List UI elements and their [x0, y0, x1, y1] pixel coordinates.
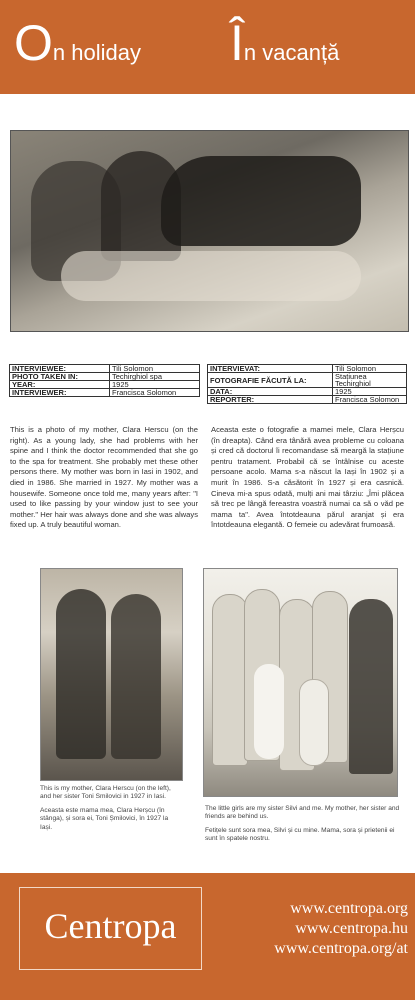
- photo-figure: [161, 156, 361, 246]
- caption-group: [205, 805, 400, 849]
- photo-figure: [254, 664, 284, 759]
- caption-english: The little girls are my sister Silvi and me. My mother, her sister and friends are behind us.: [205, 805, 400, 821]
- info-label: FOTOGRAFIE FĂCUTĂ LA:: [208, 373, 333, 388]
- photo-figure: [56, 589, 106, 759]
- info-row: [208, 396, 407, 404]
- title-romanian: [230, 15, 340, 71]
- footer-banner: [0, 873, 415, 1000]
- story-text-romanian: Aceasta este o fotografie a mamei mele, Clara Herșcu (în dreapta). Când era tânără avea probleme cu coloana și cred că doctorul îi recomandase să meargă la stațiune pentru tratament. Probabil că se întâlnise cu aceste persoane acolo. Mama s-a născut la Iași în 1902 și a murit în 1986. S-a căsătorit în 1927 și era casnică. Cineva mi-a spus odată, mulți ani mai târziu: „Îmi plăcea să trec pe lângă fereastra voastră numai ca să o văd pe mama ta". Avea întotdeauna părul aranjat și era întotdeauna elegantă. O femeie cu adevărat frumoasă.: [211, 425, 404, 530]
- logo-text: Centropa: [44, 906, 177, 946]
- sisters-photo: [40, 568, 183, 781]
- title-english-initial: O: [14, 15, 53, 71]
- title-romanian-initial: Î: [230, 15, 244, 71]
- info-value: Francisca Solomon: [333, 396, 407, 404]
- info-value: Stațiunea Techirghiol: [333, 373, 407, 388]
- info-value: Techirghiol spa: [110, 373, 200, 381]
- url-link[interactable]: www.centropa.org/at: [274, 940, 408, 957]
- caption-romanian: Aceasta este mama mea, Clara Herșcu (în stânga), și sora ei, Toni Șmilovici, în 1927 la Iași.: [40, 806, 169, 831]
- info-row: [208, 373, 407, 388]
- info-row: [10, 389, 200, 397]
- url-link[interactable]: www.centropa.hu: [295, 920, 408, 937]
- url-link[interactable]: www.centropa.org: [290, 900, 408, 917]
- photo-figure: [299, 679, 329, 766]
- photo-figure: [61, 251, 361, 301]
- title-romanian-rest: n vacanță: [243, 40, 340, 65]
- info-value: Tili Solomon: [110, 365, 200, 373]
- info-label: REPORTER:: [208, 396, 333, 404]
- beach-photo: [10, 130, 409, 332]
- url-list: [240, 899, 408, 959]
- info-value: Francisca Solomon: [110, 389, 200, 397]
- info-row: [10, 373, 200, 381]
- header-banner: [0, 0, 415, 94]
- photo-figure: [212, 594, 248, 766]
- info-row: [208, 365, 407, 373]
- photo-figure: [349, 599, 393, 774]
- info-table-romanian: [207, 364, 407, 404]
- info-label: INTERVIEVAT:: [208, 365, 333, 373]
- info-table-english: [9, 364, 200, 397]
- photo-figure: [111, 594, 161, 759]
- caption-sisters: [40, 785, 180, 837]
- info-label: INTERVIEWEE:: [10, 365, 110, 373]
- info-value: 1925: [333, 388, 407, 396]
- caption-english: This is my mother, Clara Herscu (on the left), and her sister Toni Smilovici in 1927 in Iasi.: [40, 785, 171, 801]
- centropa-logo[interactable]: [19, 887, 202, 970]
- caption-romanian: Fetițele sunt sora mea, Silvi și cu mine. Mama, sora și prietenii ei sunt în spatele nostru.: [205, 826, 395, 843]
- title-english-rest: n holiday: [52, 40, 141, 65]
- info-label: YEAR:: [10, 381, 110, 389]
- story-text-english: This is a photo of my mother, Clara Herscu (on the right). As a young lady, she had problems with her spine and I think the doctor recommended that she go to the spa for treatment. She probably met these other persons there. My mother was born in Iasi in 1902, and died in 1986. She married in 1927. My mother was a housewife. Someone once told me, many years after: "I used to like passing by your window just to see your mother." Her hair was always done and she was always fixed up. A truly beautiful woman.: [10, 425, 198, 530]
- info-label: DATA:: [208, 388, 333, 396]
- group-photo: [203, 568, 398, 797]
- info-value: Tili Solomon: [333, 365, 407, 373]
- info-label: INTERVIEWER:: [10, 389, 110, 397]
- info-label: PHOTO TAKEN IN:: [10, 373, 110, 381]
- title-english: [14, 15, 141, 71]
- info-value: 1925: [110, 381, 200, 389]
